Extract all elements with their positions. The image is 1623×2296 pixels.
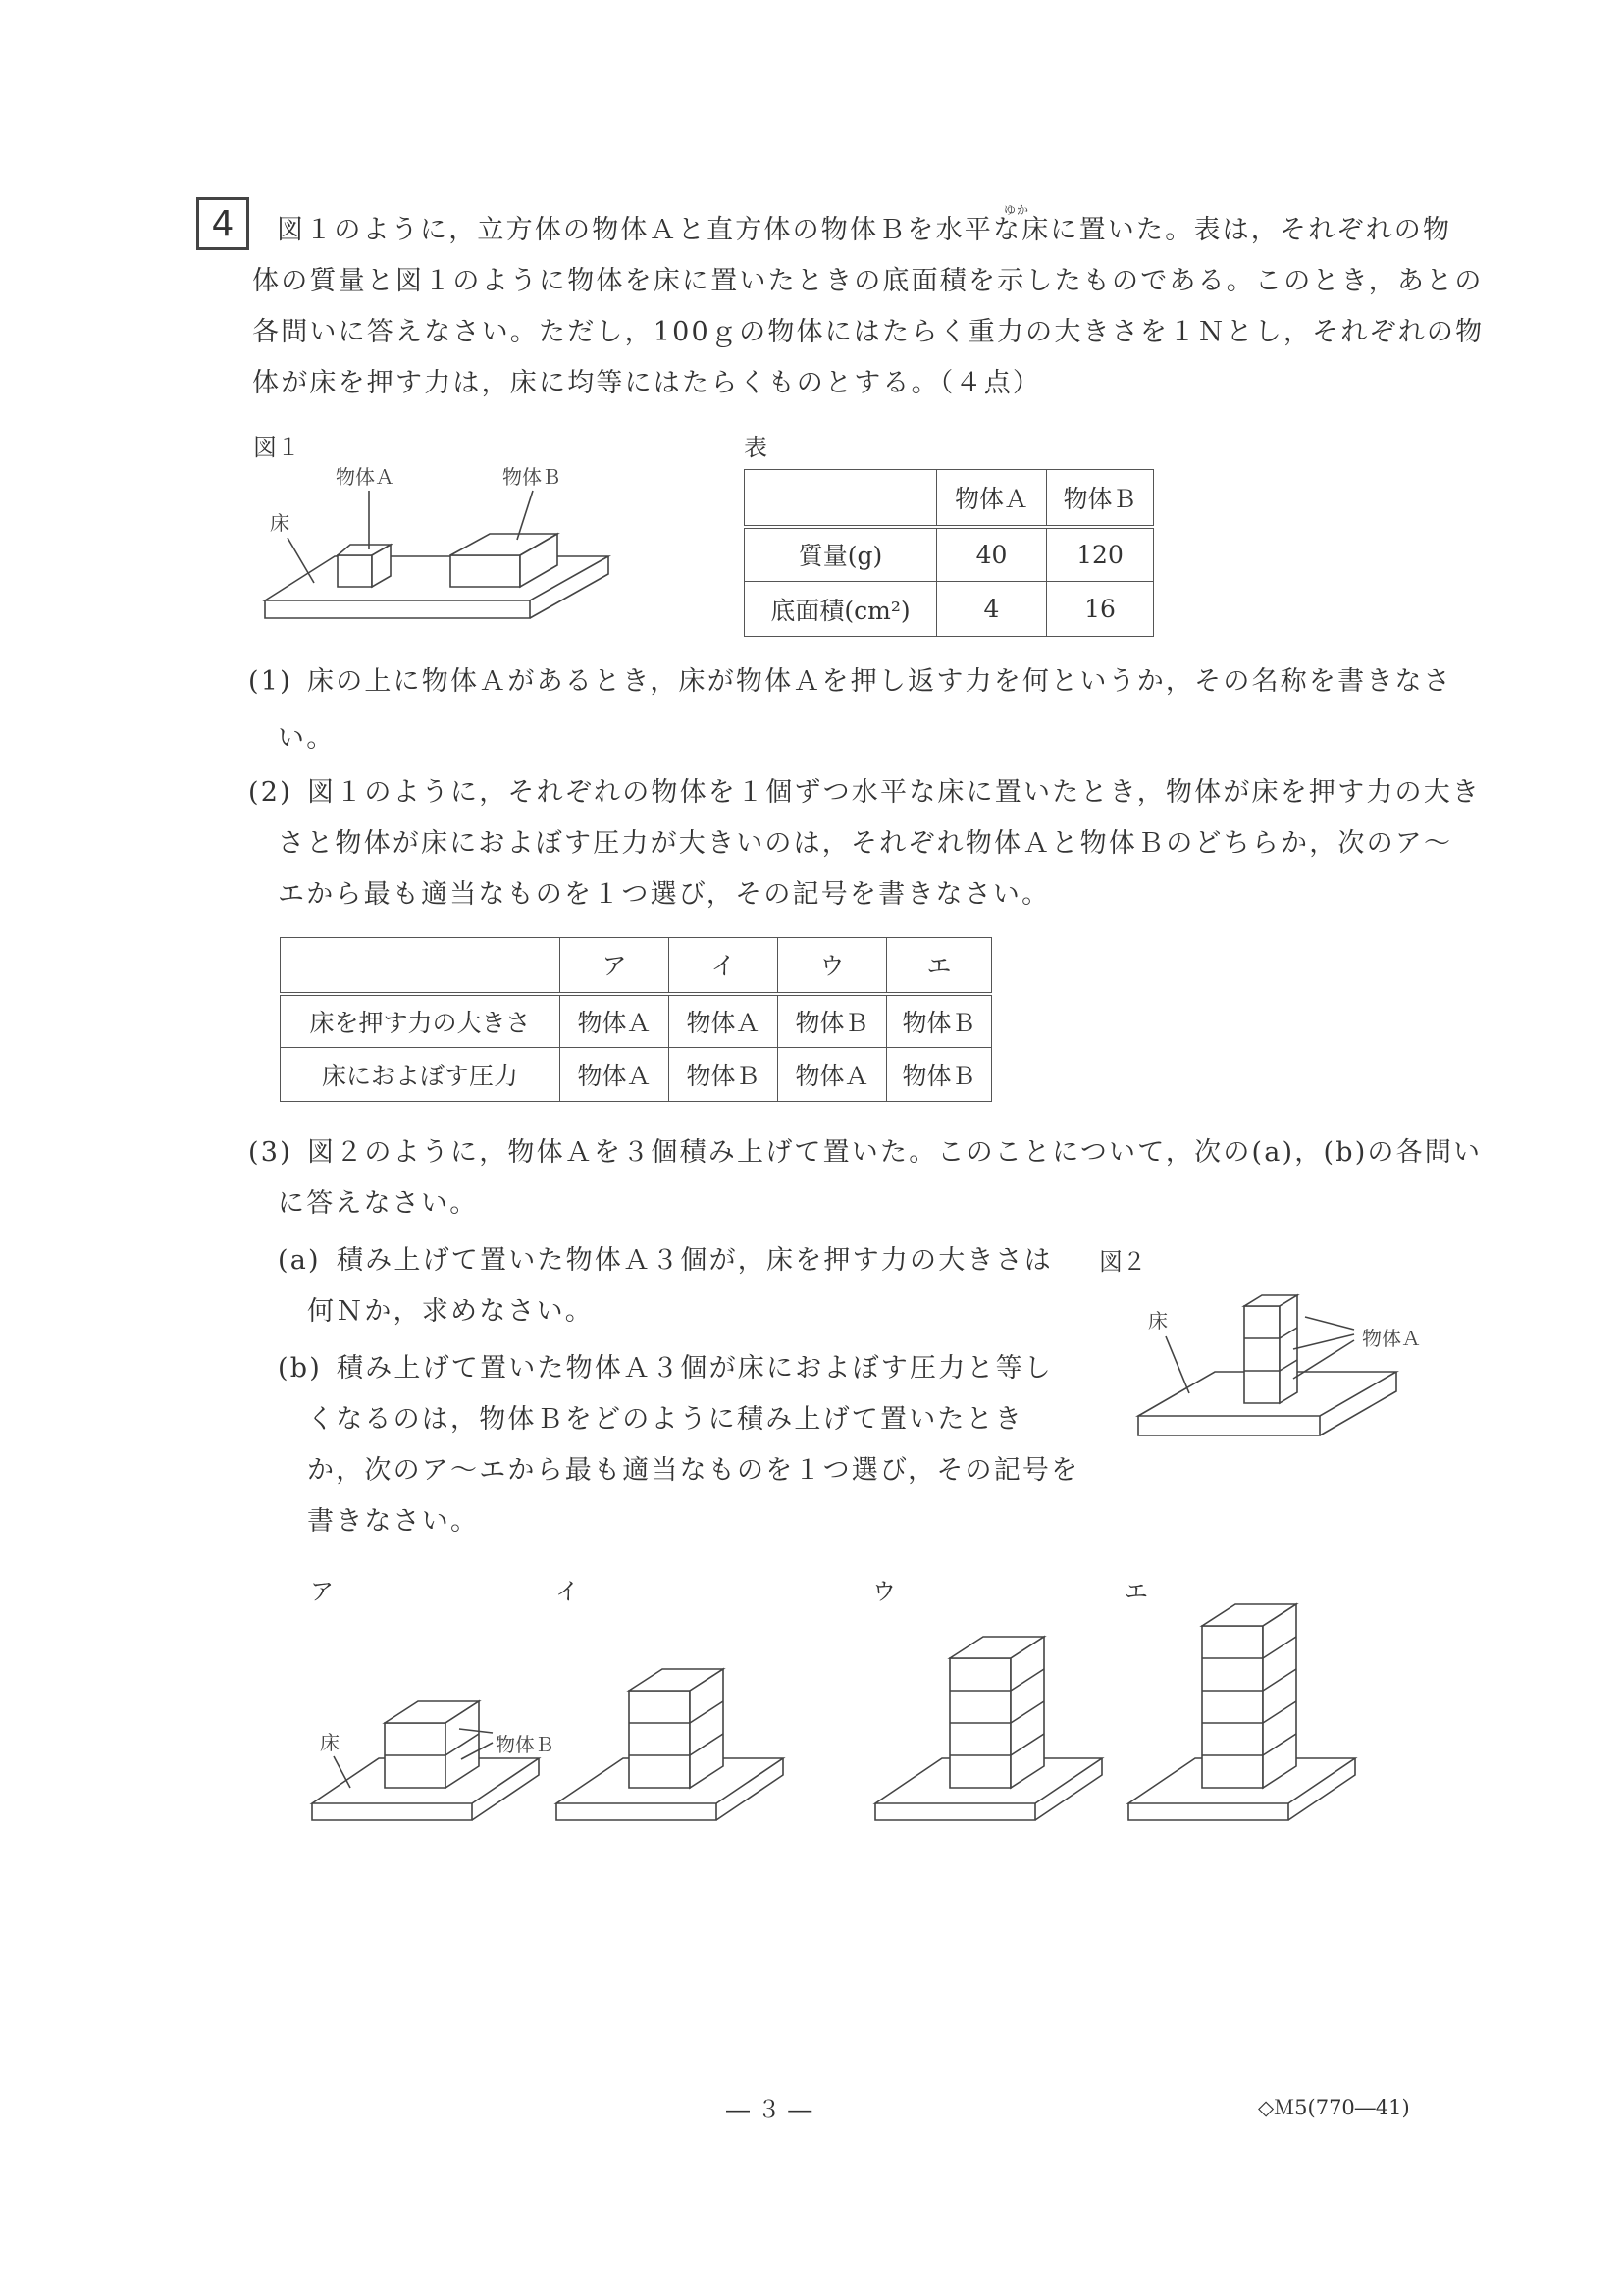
q3a-number: (a) (278, 1245, 321, 1276)
choice-cell: 物体Ｂ (887, 1048, 992, 1102)
intro-line-1: 図１のように，立方体の物体Ａと直方体の物体Ｂを水平な床に置いた。表は，それぞれの物 (277, 215, 1452, 245)
choice-header-a: ア (560, 938, 669, 994)
figure2-floor-leader (1166, 1336, 1189, 1393)
choice-cell: 物体Ａ (669, 994, 778, 1048)
choice-header-u: ウ (778, 938, 887, 994)
table1-header-empty (745, 470, 937, 527)
figure2-title: 図２ (1099, 1248, 1146, 1276)
table1-row-label: 質量(g) (745, 527, 937, 582)
table1-header-object-b: 物体Ｂ (1047, 470, 1154, 527)
exam-code: ◇Ｍ5(770―41) (1258, 2096, 1410, 2119)
table1-cell: 4 (937, 582, 1047, 637)
table1-row-area (745, 582, 1154, 637)
q3b-line-2: くなるのは，物体Ｂをどのように積み上げて置いたとき (307, 1404, 1023, 1435)
question-number-box (196, 197, 249, 250)
choice-row-label: 床を押す力の大きさ (281, 994, 560, 1048)
q3a-line-1: 積み上げて置いた物体Ａ３個が，床を押す力の大きさは (337, 1245, 1053, 1276)
choice-header-e: エ (887, 938, 992, 994)
furigana-yuka: ゆか (1004, 203, 1030, 217)
figure1-floor-label: 床 (270, 511, 289, 535)
choice-cell: 物体Ｂ (669, 1048, 778, 1102)
figure2-floor-label: 床 (1148, 1309, 1168, 1332)
q3-number: (3) (248, 1137, 292, 1168)
q3-line-2: に答えなさい。 (278, 1188, 479, 1219)
table1-row-mass (745, 527, 1154, 582)
options-diagram (0, 0, 1, 1)
q3b-line-4: 書きなさい。 (307, 1506, 480, 1537)
intro-line-4: 体が床を押す力は，床に均等にはたらくものとする。（４点） (252, 368, 1042, 398)
choice-row-pressure (281, 1048, 992, 1102)
q1-number: (1) (248, 666, 292, 697)
choice-header-empty (281, 938, 560, 994)
choice-row-label: 床におよぼす圧力 (281, 1048, 560, 1102)
options-floor-label: 床 (320, 1731, 340, 1754)
choice-cell: 物体Ａ (778, 1048, 887, 1102)
q3b-number: (b) (278, 1353, 322, 1383)
choice-cell: 物体Ｂ (887, 994, 992, 1048)
q2-number: (2) (248, 777, 292, 808)
options-object-label: 物体Ｂ (496, 1733, 554, 1756)
figure1-leader-floor (288, 538, 314, 583)
table1-title: 表 (744, 434, 767, 461)
intro-line-2: 体の質量と図１のように物体を床に置いたときの底面積を示したものである。このとき，あとの (252, 266, 1484, 296)
choice-table (280, 937, 992, 1102)
question-number: 4 (211, 203, 235, 244)
choice-cell: 物体Ｂ (778, 994, 887, 1048)
figure1-object-b (450, 534, 557, 587)
choice-cell: 物体Ａ (560, 1048, 669, 1102)
q3a-line-2: 何Ｎか，求めなさい。 (307, 1296, 594, 1327)
figure2-object-label: 物体Ａ (1362, 1327, 1421, 1350)
figure1-title: 図１ (253, 434, 300, 461)
figure2-stack (1244, 1295, 1297, 1403)
option-label-i: イ (555, 1578, 579, 1605)
table1-cell: 16 (1047, 582, 1154, 637)
option-label-e: エ (1125, 1578, 1148, 1605)
q2-line-1: 図１のように，それぞれの物体を１個ずつ水平な床に置いたとき，物体が床を押す力の大き (307, 777, 1482, 808)
q1-line-2: い。 (278, 723, 336, 754)
q3b-line-1: 積み上げて置いた物体Ａ３個が床におよぼす圧力と等し (337, 1353, 1053, 1383)
table1-header-object-a: 物体Ａ (937, 470, 1047, 527)
q3b-line-3: か，次のア～エから最も適当なものを１つ選び，その記号を (307, 1455, 1080, 1486)
option-stack (1202, 1604, 1296, 1788)
intro-line-3: 各問いに答えなさい。ただし，100ｇの物体にはたらく重力の大きさを１Ｎとし，それぞれの物 (252, 317, 1485, 347)
option-label-u: ウ (872, 1578, 896, 1605)
figure1-object-a-label: 物体Ａ (336, 465, 394, 489)
table1-row-label: 底面積(cm²) (745, 582, 937, 637)
figure1-object-a (338, 545, 391, 587)
page-number: ― ３ ― (726, 2096, 812, 2123)
choice-row-force (281, 994, 992, 1048)
figure1-leader-b (517, 491, 533, 540)
data-table (744, 469, 1154, 637)
figure2-leader-line (1293, 1340, 1354, 1379)
option-label-a: ア (310, 1578, 334, 1605)
figure2-leader-line (1305, 1317, 1354, 1330)
q2-line-2: さと物体が床におよぼす圧力が大きいのは，それぞれ物体Ａと物体Ｂのどちらか，次のア～ (278, 828, 1453, 859)
option-stack (385, 1701, 479, 1788)
table1-cell: 120 (1047, 527, 1154, 582)
option-stack (950, 1637, 1044, 1788)
figure1-object-b-label: 物体Ｂ (502, 465, 561, 489)
option-stack (629, 1669, 723, 1788)
q2-line-3: エから最も適当なものを１つ選び，その記号を書きなさい。 (278, 879, 1051, 910)
q1-line-1: 床の上に物体Ａがあるとき，床が物体Ａを押し返す力を何というか，その名称を書きなさ (307, 666, 1452, 697)
choice-header-i: イ (669, 938, 778, 994)
q3-line-1: 図２のように，物体Ａを３個積み上げて置いた。このことについて，次の(a)，(b)の各問い (307, 1137, 1483, 1168)
table1-cell: 40 (937, 527, 1047, 582)
choice-cell: 物体Ａ (560, 994, 669, 1048)
